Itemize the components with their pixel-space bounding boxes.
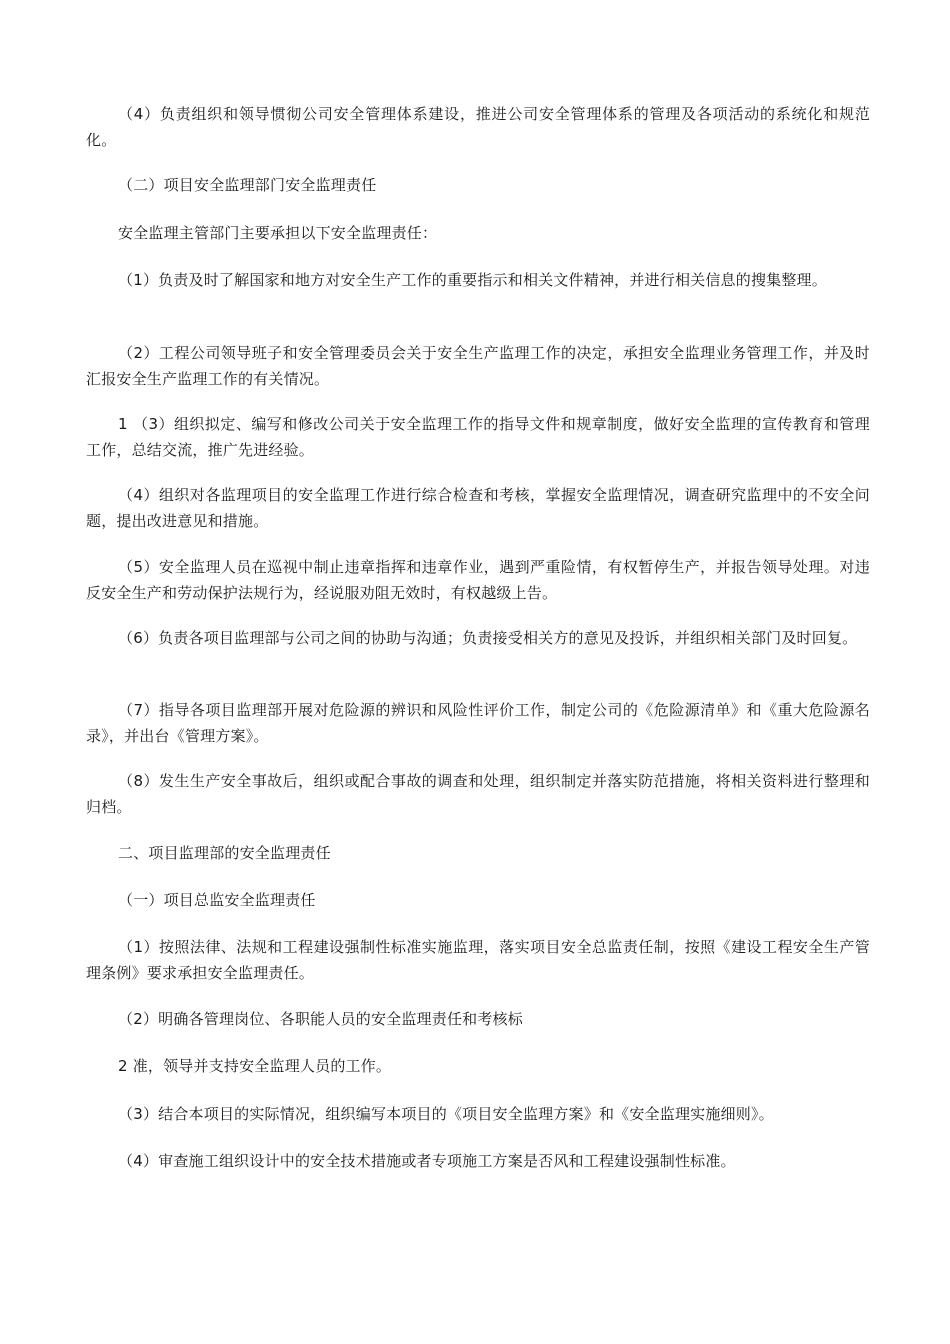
paragraph: （2）明确各管理岗位、各职能人员的安全监理责任和考核标 (118, 1010, 523, 1028)
paragraph: （7）指导各项目监理部开展对危险源的辨识和风险性评价工作，制定公司的《危险源清单》和《重大危险源名录》，并出台《管理方案》。 (86, 701, 870, 745)
section-heading: （二）项目安全监理部门安全监理责任 (118, 176, 377, 194)
paragraph: 安全监理主管部门主要承担以下安全监理责任： (118, 224, 438, 242)
paragraph: （4）组织对各监理项目的安全监理工作进行综合检查和考核，掌握安全监理情况，调查研究监理中的不安全问题，提出改进意见和措施。 (86, 486, 870, 530)
paragraph: （4）审查施工组织设计中的安全技术措施或者专项施工方案是否风和工程建设强制性标准。 (118, 1152, 736, 1170)
section-heading: 二、项目监理部的安全监理责任 (118, 844, 331, 862)
paragraph: （3）结合本项目的实际情况，组织编写本项目的《项目安全监理方案》和《安全监理实施细则》。 (118, 1105, 774, 1123)
section-heading: （一）项目总监安全监理责任 (118, 891, 316, 909)
paragraph: （2）工程公司领导班子和安全管理委员会关于安全生产监理工作的决定，承担安全监理业务管理工作，并及时汇报安全生产监理工作的有关情况。 (86, 344, 870, 388)
paragraph: （8）发生生产安全事故后，组织或配合事故的调查和处理，组织制定并落实防范措施，将相关资料进行整理和归档。 (86, 772, 870, 816)
paragraph: （1）负责及时了解国家和地方对安全生产工作的重要指示和相关文件精神，并进行相关信息的搜集整理。 (118, 271, 827, 289)
paragraph: （6）负责各项目监理部与公司之间的协助与沟通；负责接受相关方的意见及投诉，并组织相关部门及时回复。 (118, 629, 858, 647)
paragraph: （4）负责组织和领导惯彻公司安全管理体系建设，推进公司安全管理体系的管理及各项活动的系统化和规范化。 (86, 105, 870, 149)
paragraph: （5）安全监理人员在巡视中制止违章指挥和违章作业，遇到严重险情，有权暂停生产，并报告领导处理。对违反安全生产和劳动保护法规行为，经说服劝阻无效时，有权越级上告。 (86, 558, 870, 602)
paragraph: （1）按照法律、法规和工程建设强制性标准实施监理，落实项目安全总监责任制，按照《建设工程安全生产管理条例》要求承担安全监理责任。 (86, 938, 870, 982)
paragraph: 2 准，领导并支持安全监理人员的工作。 (118, 1057, 392, 1075)
paragraph: 1 （3）组织拟定、编写和修改公司关于安全监理工作的指导文件和规章制度，做好安全监理的宣传教育和管理工作，总结交流，推广先进经验。 (86, 415, 870, 459)
